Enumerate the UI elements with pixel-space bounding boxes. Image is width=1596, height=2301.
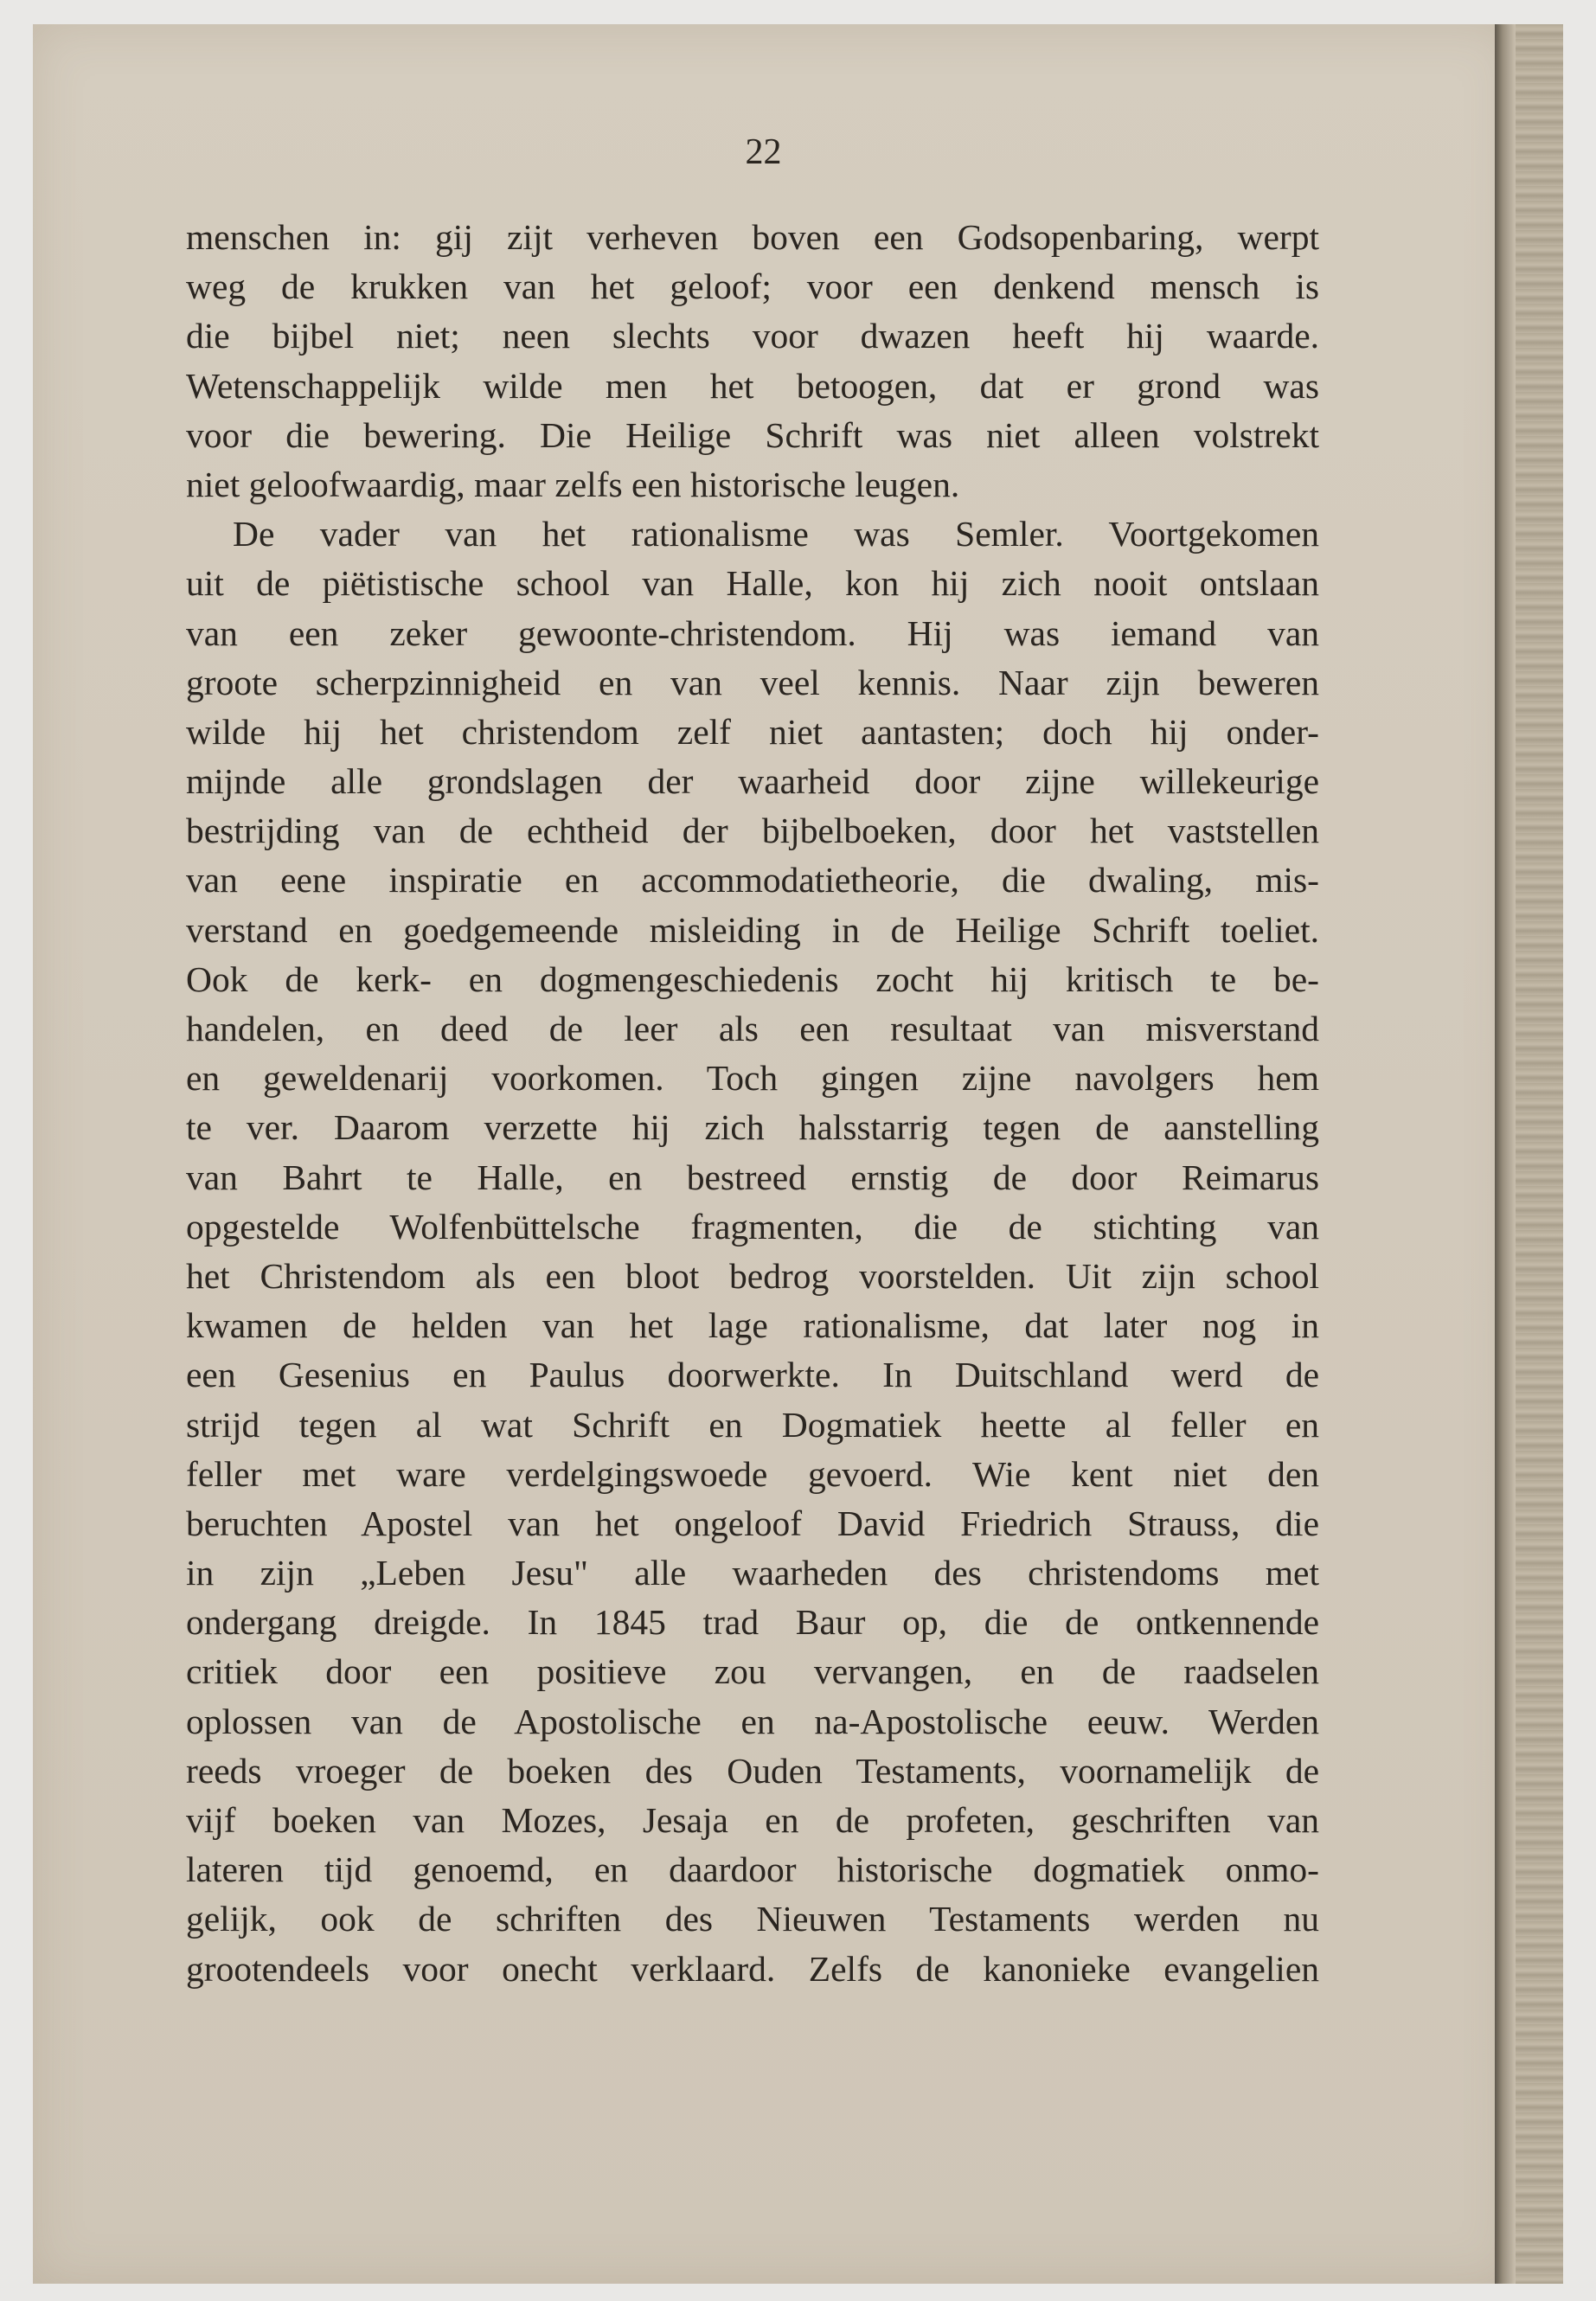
text-line: mijnde alle grondslagen der waarheid door zijne willekeurige: [186, 761, 1319, 802]
text-line: beruchten Apostel van het ongeloof David Friedrich Strauss, die: [186, 1503, 1319, 1543]
text-line: menschen in: gij zijt verheven boven een Godsopenbaring, werpt: [186, 217, 1319, 257]
text-line: handelen, en deed de leer als een resultaat van misverstand: [186, 1009, 1319, 1048]
body-text: [186, 213, 1319, 1994]
text-line: van Bahrt te Halle, en bestreed ernstig de door Reimarus: [186, 1157, 1319, 1197]
text-line: van eene inspiratie en accommodatietheorie, die dwaling, mis-: [186, 860, 1319, 901]
text-line: strijd tegen al wat Schrift en Dogmatiek heette al feller en: [186, 1404, 1319, 1445]
text-line: voor die bewering. Die Heilige Schrift was niet alleen volstrekt: [186, 414, 1319, 455]
text-line: critiek door een positieve zou vervangen, en de raadselen: [186, 1651, 1319, 1692]
text-line: uit de piëtistische school van Halle, kon hij zich nooit ontslaan: [186, 563, 1319, 604]
text-line: grootendeels voor onecht verklaard. Zelfs de kanonieke evangelien: [186, 1948, 1319, 1989]
text-line: niet geloofwaardig, maar zelfs een historische leugen.: [186, 464, 960, 504]
text-line: in zijn „Leben Jesu" alle waarheden des christendoms met: [186, 1553, 1319, 1593]
text-line: opgestelde Wolfenbüttelsche fragmenten, die de stichting van: [186, 1206, 1319, 1247]
text-line: bestrijding van de echtheid der bijbelboeken, door het vaststellen: [186, 811, 1319, 851]
text-line: het Christendom als een bloot bedrog voorstelden. Uit zijn school: [186, 1255, 1319, 1296]
text-line: verstand en goedgemeende misleiding in de Heilige Schrift toeliet.: [186, 909, 1319, 950]
text-line: lateren tijd genoemd, en daardoor historische dogmatiek onmo-: [186, 1849, 1319, 1890]
text-line: en geweldenarij voorkomen. Toch gingen zijne navolgers hem: [186, 1058, 1319, 1099]
text-line: reeds vroeger de boeken des Ouden Testaments, voornamelijk de: [186, 1750, 1319, 1791]
text-line: feller met ware verdelgingswoede gevoerd. Wie kent niet den: [186, 1453, 1319, 1494]
text-line: oplossen van de Apostolische en na-Apostolische eeuw. Werden: [186, 1701, 1319, 1741]
book-spine-shadow: [1495, 24, 1516, 2284]
text-line: wilde hij het christendom zelf niet aantasten; doch hij onder-: [186, 711, 1319, 752]
text-line: vijf boeken van Mozes, Jesaja en de profeten, geschriften van: [186, 1800, 1319, 1840]
text-line: een Gesenius en Paulus doorwerkte. In Duitschland werd de: [186, 1355, 1319, 1395]
text-line: ondergang dreigde. In 1845 trad Baur op, die de ontkennende: [186, 1602, 1319, 1643]
text-line: kwamen de helden van het lage rationalisme, dat later nog in: [186, 1305, 1319, 1346]
page-edges: [1516, 24, 1563, 2284]
text-line: Wetenschappelijk wilde men het betoogen, dat er grond was: [186, 365, 1319, 406]
text-line: groote scherpzinnigheid en van veel kennis. Naar zijn beweren: [186, 662, 1319, 702]
text-line: weg de krukken van het geloof; voor een denkend mensch is: [186, 266, 1319, 307]
text-line: Ook de kerk- en dogmengeschiedenis zocht hij kritisch te be-: [186, 958, 1319, 999]
page-number: 22: [745, 132, 782, 172]
text-line-paragraph-start: De vader van het rationalisme was Semler. Voortgekomen: [233, 514, 1319, 554]
text-line: van een zeker gewoonte-christendom. Hij was iemand van: [186, 612, 1319, 653]
text-line: te ver. Daarom verzette hij zich halsstarrig tegen de aanstelling: [186, 1107, 1319, 1148]
text-line: die bijbel niet; neen slechts voor dwazen heeft hij waarde.: [186, 316, 1319, 356]
text-line: gelijk, ook de schriften des Nieuwen Testaments werden nu: [186, 1899, 1319, 1939]
